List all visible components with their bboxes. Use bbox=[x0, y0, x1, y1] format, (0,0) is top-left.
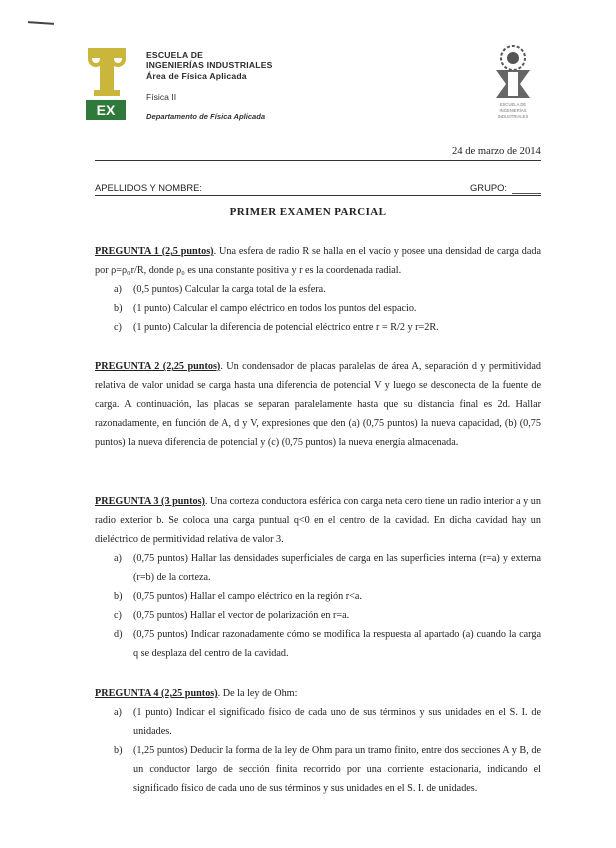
question-heading: PREGUNTA 4 (2,25 puntos) bbox=[95, 688, 218, 699]
exam-title: PRIMER EXAMEN PARCIAL bbox=[229, 206, 387, 218]
svg-text:INGENIERÍAS: INGENIERÍAS bbox=[499, 108, 527, 113]
subquestion-letter: a) bbox=[114, 553, 122, 564]
subquestion bbox=[95, 280, 541, 299]
school-line: Área de Física Aplicada bbox=[146, 70, 247, 81]
subquestion bbox=[95, 741, 541, 798]
svg-text:INDUSTRIALES: INDUSTRIALES bbox=[497, 114, 529, 119]
engineering-school-emblem bbox=[486, 42, 540, 122]
subquestion-text: (1 punto) Calcular la diferencia de potencial eléctrico entre r = R/2 y r=2R. bbox=[133, 322, 439, 333]
subquestion-text: (1 punto) Calcular el campo eléctrico en todos los puntos del espacio. bbox=[133, 303, 417, 314]
question-text bbox=[95, 492, 541, 549]
subquestion-text: (1,25 puntos) Deducir la forma de la ley de Ohm para un tramo finito, entre dos secciones A y B, de un conductor largo de sección finita recorrido por una corriente estacionaria, indicando el significado físico de cada uno de sus términos y sus unidades en el S. I. de unidades. bbox=[133, 745, 541, 794]
subquestion-list bbox=[95, 280, 541, 337]
question-1 bbox=[95, 242, 541, 337]
department-name: Departamento de Física Aplicada bbox=[146, 112, 266, 121]
svg-text:EX: EX bbox=[96, 102, 116, 118]
question-text bbox=[95, 357, 541, 452]
question-heading: PREGUNTA 1 (2,5 puntos) bbox=[95, 246, 214, 257]
question-3 bbox=[95, 492, 541, 663]
question-body: . Un condensador de placas paralelas de área A, separación d y permitividad relativa de valor unidad se carga hasta una diferencia de potencial V y luego se desconecta de la fuente de carga. A continuación, las placas se separan paralelamente hasta que su distancia final es 2d. Hallar razonadamente, en función de A, d y V, expresiones que den (a) (0,75 puntos) la nueva capacidad, (b) (0,75 puntos) la nueva diferencia de potencial y (c) (0,75 puntos) la nueva energía almacenada. bbox=[95, 361, 541, 448]
university-logo bbox=[86, 46, 136, 120]
name-field-label: APELLIDOS Y NOMBRE: bbox=[95, 182, 202, 193]
subquestion-list bbox=[95, 703, 541, 798]
subquestion bbox=[95, 625, 541, 663]
school-name bbox=[146, 50, 273, 81]
subquestion-letter: c) bbox=[114, 610, 122, 621]
course-name: Física II bbox=[146, 92, 177, 102]
exam-date: 24 de marzo de 2014 bbox=[452, 146, 541, 157]
question-body: . De la ley de Ohm: bbox=[217, 688, 298, 699]
question-heading: PREGUNTA 2 (2,25 puntos) bbox=[95, 361, 221, 372]
subquestion-text: (0,75 puntos) Hallar las densidades superficiales de carga en las superficies interna (r=a) y externa (r=b) de la corteza. bbox=[133, 553, 541, 583]
question-4 bbox=[95, 684, 541, 798]
question-heading: PREGUNTA 3 (3 puntos) bbox=[95, 496, 205, 507]
subquestion-letter: d) bbox=[114, 629, 123, 640]
subquestion bbox=[95, 606, 541, 625]
question-text bbox=[95, 684, 541, 703]
subquestion-letter: a) bbox=[114, 707, 122, 718]
subquestion bbox=[95, 549, 541, 587]
subquestion-letter: b) bbox=[114, 303, 123, 314]
svg-text:ESCUELA DE: ESCUELA DE bbox=[499, 102, 527, 107]
school-line: ESCUELA DE bbox=[146, 50, 204, 60]
question-2 bbox=[95, 357, 541, 452]
name-field-line bbox=[95, 195, 541, 196]
question-body: . Una corteza conductora esférica con carga neta cero tiene un radio interior a y un radio exterior b. Se coloca una carga puntual q<0 en el centro de la cavidad. En dicha cavidad hay un dieléctrico de permitividad relativa de valor 3. bbox=[95, 496, 541, 545]
group-field-label: GRUPO: bbox=[470, 182, 507, 193]
divider bbox=[95, 160, 541, 161]
subquestion-text: (0,75 puntos) Hallar el vector de polarización en r=a. bbox=[133, 610, 350, 621]
subquestion bbox=[95, 703, 541, 741]
subquestion bbox=[95, 318, 541, 337]
subquestion-text: (0,5 puntos) Calcular la carga total de la esfera. bbox=[133, 284, 326, 295]
school-line: INGENIERÍAS INDUSTRIALES bbox=[146, 60, 273, 71]
subquestion-text: (0,75 puntos) Indicar razonadamente cómo se modifica la respuesta al apartado (a) cuando la carga q se desplaza del centro de la cavidad. bbox=[133, 629, 541, 659]
scan-mark bbox=[28, 21, 54, 25]
subquestion-letter: b) bbox=[114, 745, 123, 756]
subquestion-text: (1 punto) Indicar el significado físico de cada uno de sus términos y sus unidades en el S. I. de unidades. bbox=[133, 707, 541, 737]
subquestion-letter: a) bbox=[114, 284, 122, 295]
subquestion-letter: c) bbox=[114, 322, 122, 333]
subquestion bbox=[95, 299, 541, 318]
subquestion-text: (0,75 puntos) Hallar el campo eléctrico en la región r<a. bbox=[133, 591, 362, 602]
group-field-line bbox=[512, 193, 541, 194]
subquestion bbox=[95, 587, 541, 606]
subquestion-letter: b) bbox=[114, 591, 123, 602]
subquestion-list bbox=[95, 549, 541, 663]
question-body: . Una esfera de radio R se halla en el vacío y posee una densidad de carga dada por ρ=ρ₀r/R, donde ρ₀ es una constante positiva y r es la coordenada radial. bbox=[95, 246, 541, 276]
question-text bbox=[95, 242, 541, 280]
